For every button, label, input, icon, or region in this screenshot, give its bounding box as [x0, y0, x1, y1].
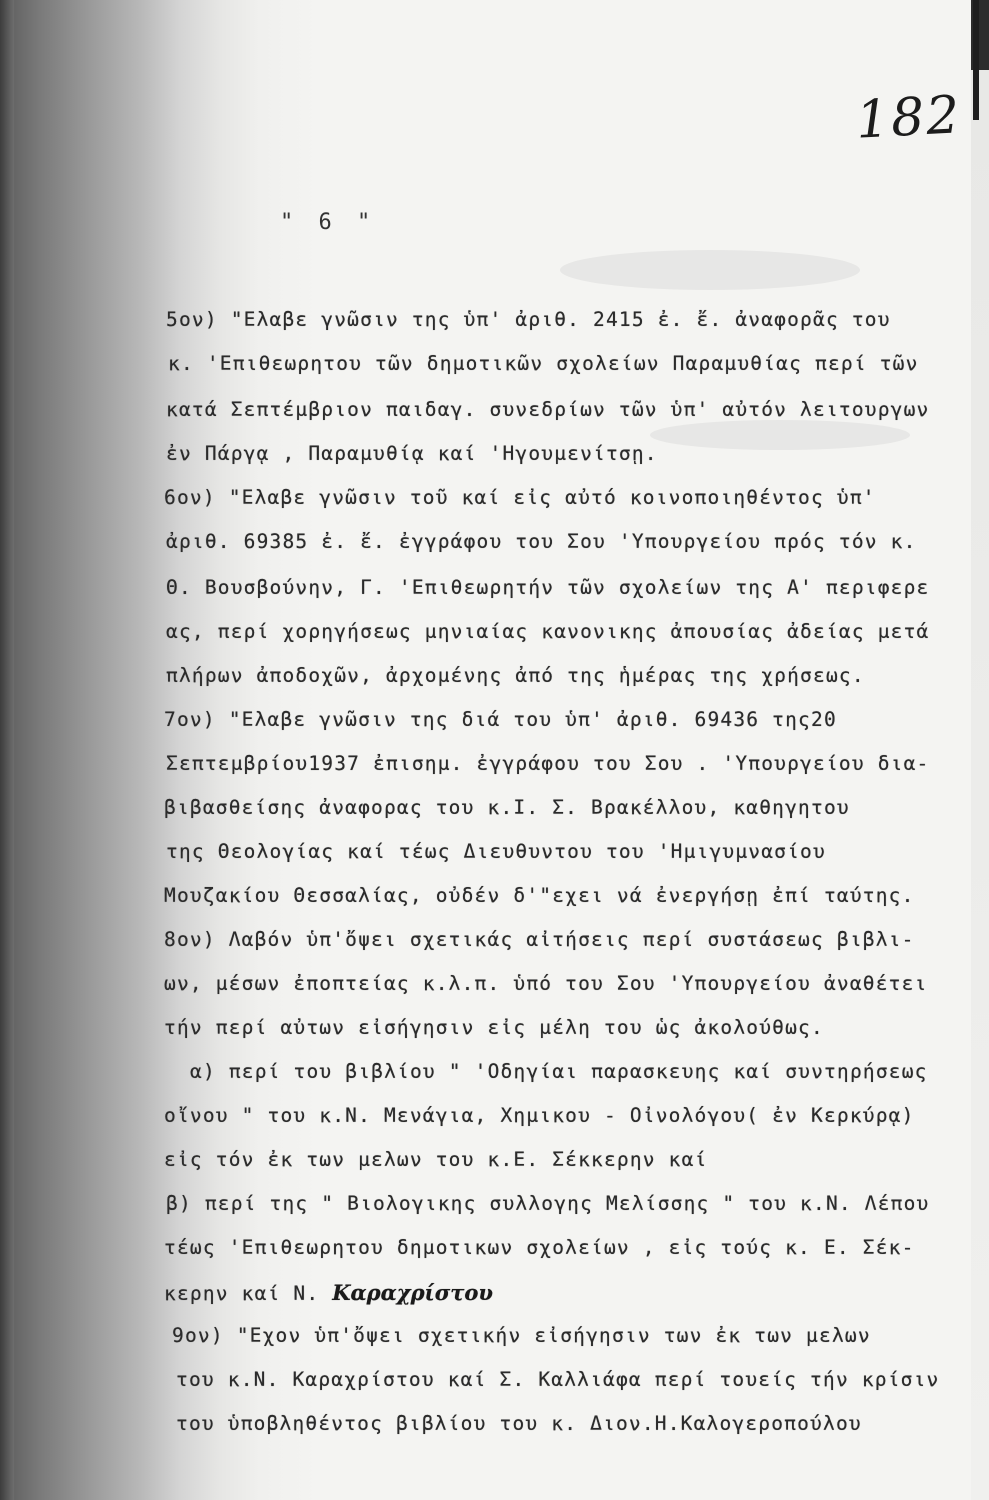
text-line: α) περί του βιβλίου " 'Οδηγίαι παρασκευης καί συντηρήσεως [190, 1060, 928, 1083]
text-line: Μουζακίου Θεσσαλίας, οὐδέν δ'"εχει νά ἐνεργήσῃ ἐπί ταύτης. [164, 884, 915, 907]
handwritten-name: Καραχρίστου [332, 1280, 493, 1305]
faint-bleedthrough [560, 250, 860, 290]
text-line: ἐν Πάργᾳ , Παραμυθίᾳ καί 'Ηγουμενίτσῃ. [166, 442, 658, 465]
text-line: πλήρων ἀποδοχῶν, ἀρχομένης ἀπό της ἡμέρας της χρήσεως. [166, 664, 865, 687]
text-line: της Θεολογίας καί τέως Διευθυντου του 'Ημιγυμνασίου [166, 840, 826, 863]
text-line: του κ.Ν. Καραχρίστου καί Σ. Καλλιάφα περί τουείς τήν κρίσιν [176, 1368, 940, 1391]
text-line: ἀριθ. 69385 ἐ. ἔ. ἐγγράφου του Σου 'Υπουργείου πρός τόν κ. [166, 530, 917, 553]
text-line: ων, μέσων ἐποπτείας κ.λ.π. ὑπό του Σου 'Υπουργείου ἀναθέτει [164, 972, 928, 995]
binding-shadow [0, 0, 14, 1500]
page-number: 182 [854, 85, 963, 151]
text-line: 5ον) "Ελαβε γνῶσιν της ὑπ' ἀριθ. 2415 ἐ. ἔ. ἀναφορᾶς του [166, 308, 891, 331]
section-marker: " 6 " [280, 210, 377, 235]
text-line: 7ον) "Ελαβε γνῶσιν της διά του ὑπ' ἀριθ. 69436 της20 [164, 708, 837, 731]
text-line [164, 1280, 493, 1305]
text-line: κατά Σεπτέμβριον παιδαγ. συνεδρίων τῶν ὑπ' αὐτόν λειτουργων [166, 398, 930, 421]
text-line: 8ον) Λαβόν ὑπ'ὄψει σχετικάς αἰτήσεις περί συστάσεως βιβλι- [164, 928, 915, 951]
text-line: εἰς τόν ἐκ των μελων του κ.Ε. Σέκκερην καί [164, 1148, 708, 1171]
text-line: Σεπτεμβρίου1937 ἐπισημ. ἐγγράφου του Σου . 'Υπουργείου δια- [166, 752, 930, 775]
text-line: του ὑποβληθέντος βιβλίου του κ. Διον.Η.Καλογεροπούλου [176, 1412, 862, 1435]
text-line: 9ον) "Εχον ὑπ'ὄψει σχετικήν εἰσήγησιν των ἐκ των μελων [172, 1324, 871, 1347]
text-line: οἴνου " του κ.Ν. Μενάγια, Χημικου - Οἰνολόγου( ἐν Κερκύρᾳ) [164, 1104, 915, 1127]
text-line: ας, περί χορηγήσεως μηνιαίας κανονικης ἀπουσίας ἀδείας μετά [166, 620, 930, 643]
text-line: τέως 'Επιθεωρητου δημοτικων σχολείων , εἰς τούς κ. Ε. Σέκ- [164, 1236, 915, 1259]
page-edge-mark [973, 0, 979, 120]
text-line: Θ. Βουσβούνην, Γ. 'Επιθεωρητήν τῶν σχολείων της Α' περιφερε [166, 576, 930, 599]
page-edge [971, 0, 989, 1500]
text-line: β) περί της " Βιολογικης συλλογης Μελίσσης " του κ.Ν. Λέπου [166, 1192, 930, 1215]
text-line-start: κερην καί Ν. [164, 1282, 333, 1305]
text-line: κ. 'Επιθεωρητου τῶν δημοτικῶν σχολείων Παραμυθίας περί τῶν [168, 352, 919, 375]
text-line: τήν περί αὐτων εἰσήγησιν εἰς μέλη του ὡς ἀκολούθως. [164, 1016, 824, 1039]
text-line: 6ον) "Ελαβε γνῶσιν τοῦ καί εἰς αὐτό κοινοποιηθέντος ὑπ' [164, 486, 876, 509]
text-line: βιβασθείσης ἀναφορας του κ.Ι. Σ. Βρακέλλου, καθηγητου [164, 796, 850, 819]
faint-bleedthrough [650, 420, 910, 450]
